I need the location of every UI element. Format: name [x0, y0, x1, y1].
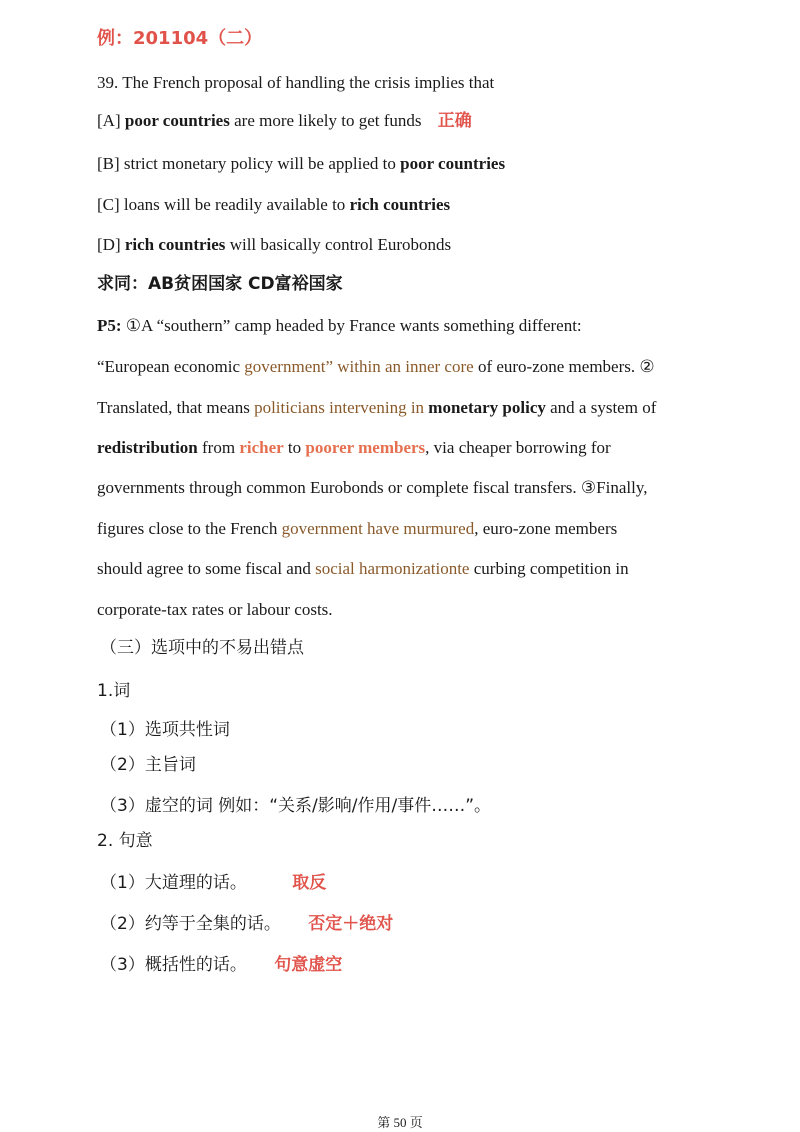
passage-bold: redistribution	[97, 438, 198, 457]
meaning-heading: 2. 句意	[97, 831, 153, 851]
passage-orange: poorer members	[305, 438, 426, 457]
question-stem: 39. The French proposal of handling the crisis implies that	[97, 73, 495, 92]
passage-text: “European economic	[97, 357, 245, 376]
passage-bold: monetary policy	[428, 398, 546, 417]
passage-text: , via cheaper borrowing for	[425, 438, 611, 457]
words-heading: 1.词	[97, 681, 131, 701]
option-d-bold: rich countries	[124, 235, 226, 254]
passage-text: and a system of	[545, 398, 657, 417]
passage-line-1	[97, 315, 582, 337]
option-c	[97, 194, 450, 216]
passage-text: curbing competition in	[469, 559, 629, 578]
option-b-prefix: [B] strict monetary policy will be applied to	[97, 154, 401, 173]
option-b	[97, 153, 505, 175]
option-a-bold: poor countries	[124, 111, 230, 130]
option-a-prefix: [A]	[97, 111, 125, 130]
passage-line-5: governments through common Eurobonds or complete fiscal transfers. ③Finally,	[97, 478, 648, 497]
passage-line-6	[97, 518, 617, 540]
passage-text: should agree to some fiscal and	[97, 559, 316, 578]
section-three-heading: （三）选项中的不易出错点	[100, 638, 304, 658]
passage-line-3	[97, 397, 656, 419]
option-b-bold: poor countries	[400, 154, 506, 173]
option-d-prefix: [D]	[97, 235, 125, 254]
passage-label: P5:	[97, 316, 126, 335]
passage-highlight: government have murmured	[281, 519, 475, 538]
option-d-rest: will basically control Eurobonds	[225, 235, 452, 254]
meaning-item-text: （1）大道理的话。	[100, 873, 247, 893]
words-item-1: （1）选项共性词	[100, 720, 230, 740]
meaning-item-text: （3）概括性的话。	[100, 955, 247, 975]
passage-text: Translated, that means	[97, 398, 255, 417]
meaning-item-1	[100, 872, 326, 894]
passage-highlight: politicians intervening in	[254, 398, 425, 417]
meaning-item-tag: 取反	[292, 873, 327, 893]
meaning-item-3	[100, 954, 342, 976]
passage-line-7	[97, 558, 629, 580]
option-c-prefix: [C] loans will be readily available to	[97, 195, 350, 214]
passage-text: figures close to the French	[97, 519, 282, 538]
meaning-item-tag: 句意虚空	[274, 955, 343, 975]
passage-text-1: ①A “southern” camp headed by France wants something different:	[125, 316, 582, 335]
passage-highlight: government” within an inner core	[244, 357, 474, 376]
example-title: 例：201104（二）	[97, 28, 263, 49]
passage-text: to	[283, 438, 306, 457]
passage-text: from	[197, 438, 240, 457]
option-c-bold: rich countries	[349, 195, 451, 214]
meaning-item-2	[100, 913, 393, 935]
option-a	[97, 110, 472, 132]
words-item-3: （3）虚空的词 例如：“关系/影响/作用/事件……”。	[100, 796, 492, 816]
passage-text: of euro-zone members. ②	[473, 357, 655, 376]
words-item-2: （2）主旨词	[100, 755, 196, 775]
passage-text: , euro-zone members	[474, 519, 618, 538]
meaning-item-tag: 否定＋绝对	[308, 914, 394, 934]
meaning-item-text: （2）约等于全集的话。	[100, 914, 281, 934]
passage-line-4	[97, 437, 611, 459]
option-a-mark: 正确	[437, 111, 472, 131]
option-a-rest: are more likely to get funds	[229, 111, 422, 130]
passage-highlight: social harmonizationte	[315, 559, 470, 578]
passage-line-8: corporate-tax rates or labour costs.	[97, 600, 333, 619]
passage-orange: richer	[239, 438, 284, 457]
summary-line: 求同：AB贫困国家 CD富裕国家	[97, 274, 343, 294]
option-d	[97, 234, 451, 256]
page-number: 第 50 页	[377, 1115, 423, 1130]
passage-line-2	[97, 356, 655, 378]
